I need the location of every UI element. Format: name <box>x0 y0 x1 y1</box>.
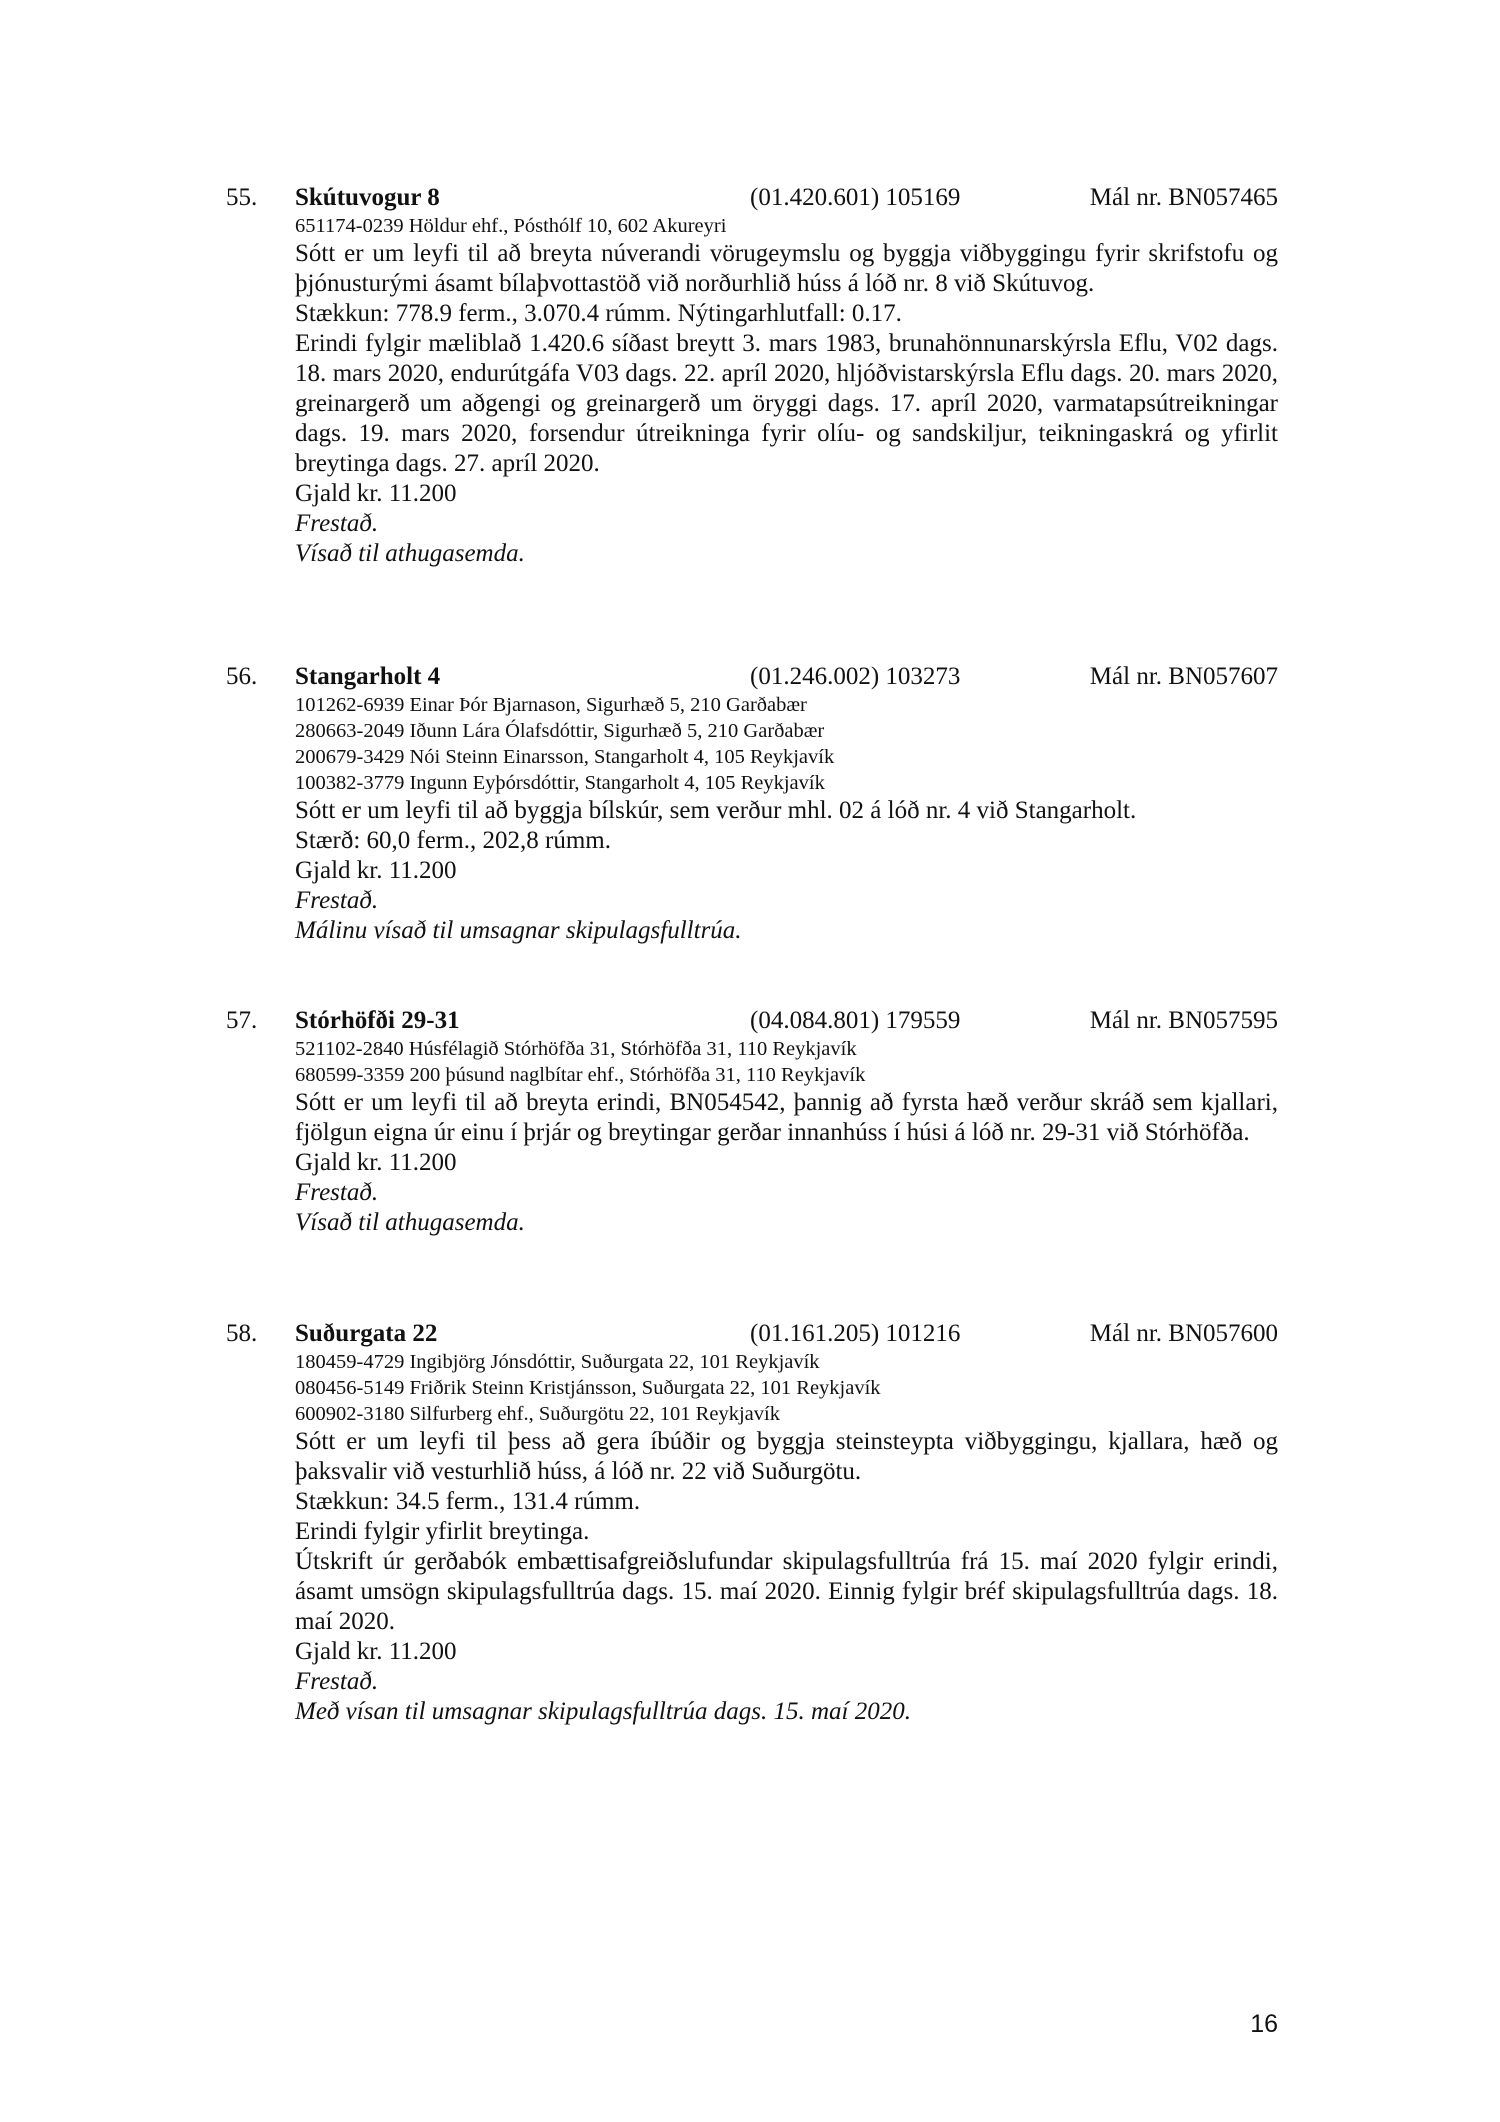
applicant: 600902-3180 Silfurberg ehf., Suðurgötu 22, 101 Reykjavík <box>295 1403 780 1425</box>
entry-case-number: Mál nr. BN057595 <box>1089 1007 1278 1034</box>
entry-58 <box>226 1319 1278 1727</box>
entry-body <box>295 213 1278 569</box>
entry-reference: (01.420.601) 105169 <box>750 184 961 211</box>
decision: Vísað til athugasemda. <box>295 540 525 567</box>
entry-header <box>226 1006 1278 1036</box>
entry-57 <box>226 1006 1278 1238</box>
status: Frestað. <box>295 510 379 537</box>
size-info: Stækkun: 778.9 ferm., 3.070.4 rúmm. Nýtingarhlutfall: 0.17. <box>295 300 902 327</box>
status: Frestað. <box>295 1179 379 1206</box>
entry-number: 56. <box>226 663 258 690</box>
entry-number: 55. <box>226 184 258 211</box>
entry-reference: (04.084.801) 179559 <box>750 1007 961 1034</box>
applicant: 521102-2840 Húsfélagið Stórhöfða 31, Stórhöfða 31, 110 Reykjavík <box>295 1038 857 1060</box>
entry-number: 58. <box>226 1320 258 1347</box>
entry-body <box>295 1349 1278 1727</box>
attachments: Erindi fylgir yfirlit breytinga. <box>295 1518 590 1545</box>
applicant-list <box>295 692 1278 796</box>
entry-header <box>226 1319 1278 1349</box>
entry-header <box>226 183 1278 213</box>
applicant-list <box>295 213 1278 239</box>
applicant: 651174-0239 Höldur ehf., Pósthólf 10, 602 Akureyri <box>295 215 727 237</box>
minutes-note: Útskrift úr gerðabók embættisafgreiðslufundar skipulagsfulltrúa frá 15. maí 2020 fylgir erindi, ásamt umsögn skipulagsfulltrúa dags. 15. maí 2020. Einnig fylgir bréf skipulagsfulltrúa dags. 18. maí 2020. <box>295 1548 1278 1635</box>
entry-reference: (01.161.205) 101216 <box>750 1320 961 1347</box>
description: Sótt er um leyfi til að byggja bílskúr, sem verður mhl. 02 á lóð nr. 4 við Stangarholt. <box>295 797 1137 824</box>
entry-title: Stangarholt 4 <box>295 663 441 690</box>
decision: Vísað til athugasemda. <box>295 1209 525 1236</box>
applicant: 280663-2049 Iðunn Lára Ólafsdóttir, Sigurhæð 5, 210 Garðabær <box>295 720 825 742</box>
entry-case-number: Mál nr. BN057465 <box>1089 184 1278 211</box>
decision: Með vísan til umsagnar skipulagsfulltrúa dags. 15. maí 2020. <box>295 1698 911 1725</box>
entry-header <box>226 662 1278 692</box>
fee: Gjald kr. 11.200 <box>295 1638 457 1665</box>
size-info: Stækkun: 34.5 ferm., 131.4 rúmm. <box>295 1488 641 1515</box>
applicant: 080456-5149 Friðrik Steinn Kristjánsson, Suðurgata 22, 101 Reykjavík <box>295 1377 881 1399</box>
applicant-list <box>295 1349 1278 1427</box>
applicant: 200679-3429 Nói Steinn Einarsson, Stangarholt 4, 105 Reykjavík <box>295 746 835 768</box>
applicant: 180459-4729 Ingibjörg Jónsdóttir, Suðurgata 22, 101 Reykjavík <box>295 1351 820 1373</box>
fee: Gjald kr. 11.200 <box>295 1149 457 1176</box>
page-number: 16 <box>1250 2010 1278 2038</box>
applicant: 680599-3359 200 þúsund naglbítar ehf., Stórhöfða 31, 110 Reykjavík <box>295 1064 866 1086</box>
fee: Gjald kr. 11.200 <box>295 480 457 507</box>
applicant-list <box>295 1036 1278 1088</box>
entry-body <box>295 1036 1278 1238</box>
entry-reference: (01.246.002) 103273 <box>750 663 961 690</box>
status: Frestað. <box>295 887 379 914</box>
entry-56 <box>226 662 1278 946</box>
entry-case-number: Mál nr. BN057600 <box>1089 1320 1278 1347</box>
entry-number: 57. <box>226 1007 258 1034</box>
entry-title: Skútuvogur 8 <box>295 184 440 211</box>
entry-body <box>295 692 1278 946</box>
applicant: 101262-6939 Einar Þór Bjarnason, Sigurhæð 5, 210 Garðabær <box>295 694 807 716</box>
attachments: Erindi fylgir mæliblað 1.420.6 síðast breytt 3. mars 1983, brunahönnunarskýrsla Eflu, V02 dags. 18. mars 2020, endurútgáfa V03 dags. 22. apríl 2020, hljóðvistarskýrsla Eflu dags. 20. mars 2020, greinargerð um aðgengi og greinargerð um öryggi dags. 17. apríl 2020, varmatapsútreikningar dags. 19. mars 2020, forsendur útreikninga fyrir olíu- og sandskiljur, teikningaskrá og yfirlit breytinga dags. 27. apríl 2020. <box>295 330 1278 477</box>
description: Sótt er um leyfi til þess að gera íbúðir og byggja steinsteypta viðbyggingu, kjallara, hæð og þaksvalir við vesturhlið húss, á lóð nr. 22 við Suðurgötu. <box>295 1428 1278 1485</box>
entry-55 <box>226 183 1278 569</box>
status: Frestað. <box>295 1668 379 1695</box>
description: Sótt er um leyfi til að breyta núverandi vörugeymslu og byggja viðbyggingu fyrir skrifstofu og þjónusturými ásamt bílaþvottastöð við norðurhlið húss á lóð nr. 8 við Skútuvog. <box>295 240 1278 297</box>
fee: Gjald kr. 11.200 <box>295 857 457 884</box>
entry-case-number: Mál nr. BN057607 <box>1089 663 1278 690</box>
description: Sótt er um leyfi til að breyta erindi, BN054542, þannig að fyrsta hæð verður skráð sem kjallari, fjölgun eigna úr einu í þrjár og breytingar gerðar innanhúss í húsi á lóð nr. 29-31 við Stórhöfða. <box>295 1089 1278 1146</box>
applicant: 100382-3779 Ingunn Eyþórsdóttir, Stangarholt 4, 105 Reykjavík <box>295 772 825 794</box>
size-info: Stærð: 60,0 ferm., 202,8 rúmm. <box>295 827 611 854</box>
entry-title: Suðurgata 22 <box>295 1320 438 1347</box>
decision: Málinu vísað til umsagnar skipulagsfulltrúa. <box>295 917 742 944</box>
entry-title: Stórhöfði 29-31 <box>295 1007 460 1034</box>
